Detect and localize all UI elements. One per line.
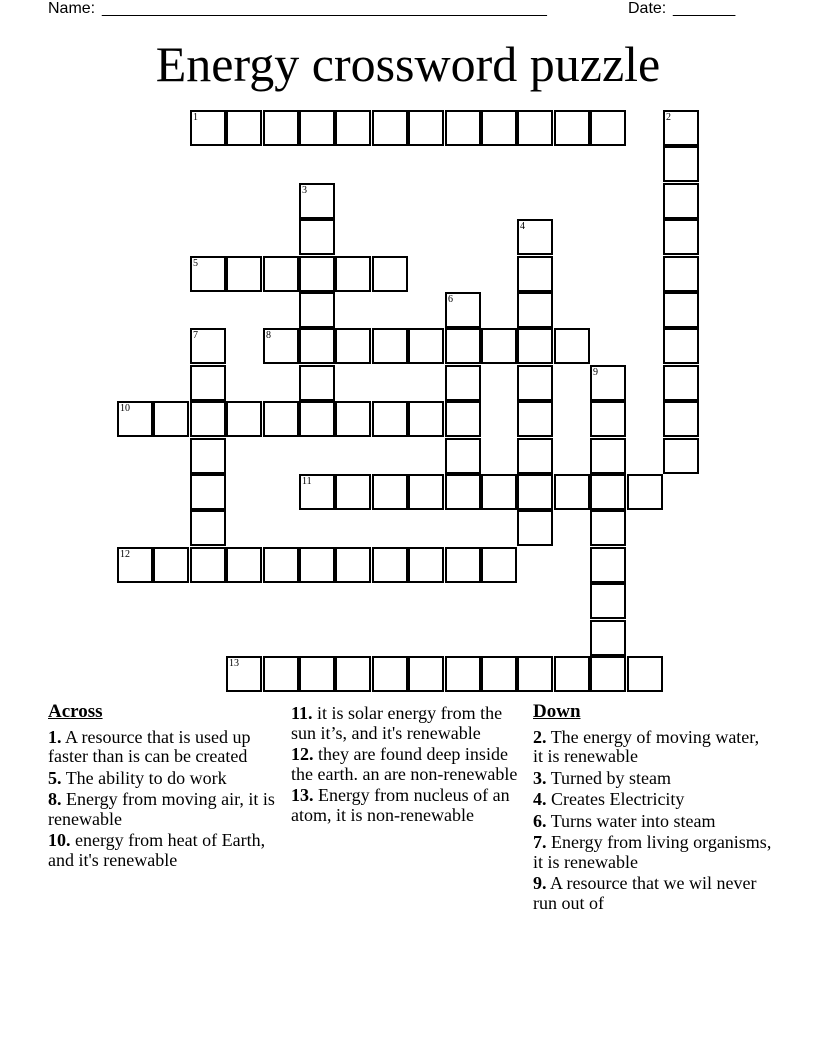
grid-cell[interactable] bbox=[517, 401, 553, 437]
grid-cell[interactable] bbox=[408, 656, 444, 692]
grid-cell[interactable] bbox=[663, 256, 699, 292]
grid-cell[interactable] bbox=[663, 146, 699, 182]
grid-cell[interactable] bbox=[299, 474, 335, 510]
grid-cell[interactable] bbox=[190, 256, 226, 292]
clue-down-3: 3. Turned by steam bbox=[533, 767, 672, 788]
grid-cell[interactable] bbox=[554, 328, 590, 364]
grid-cell[interactable] bbox=[408, 401, 444, 437]
grid-cell[interactable] bbox=[153, 401, 189, 437]
grid-cell[interactable] bbox=[335, 328, 371, 364]
grid-cell[interactable] bbox=[299, 365, 335, 401]
name-label: Name: bbox=[48, 0, 96, 17]
grid-cell[interactable] bbox=[590, 438, 626, 474]
grid-cell[interactable] bbox=[226, 547, 262, 583]
grid-cell[interactable] bbox=[226, 656, 262, 692]
clue-across-8: 8. Energy from moving air, it is renewable bbox=[48, 789, 275, 829]
grid-cell[interactable] bbox=[517, 510, 553, 546]
grid-cell[interactable] bbox=[263, 401, 299, 437]
grid-cell[interactable] bbox=[372, 656, 408, 692]
clue-across-10: 10. energy from heat of Earth, and it's renewable bbox=[48, 830, 266, 870]
grid-cell[interactable] bbox=[445, 438, 481, 474]
across-heading: Across bbox=[48, 701, 103, 722]
grid-cell[interactable] bbox=[408, 110, 444, 146]
grid-cell[interactable] bbox=[117, 547, 153, 583]
grid-cell[interactable] bbox=[299, 292, 335, 328]
grid-cell[interactable] bbox=[372, 547, 408, 583]
grid-cell[interactable] bbox=[517, 438, 553, 474]
across-clues-col-1 bbox=[48, 702, 280, 872]
grid-cell[interactable] bbox=[663, 365, 699, 401]
grid-cell[interactable] bbox=[445, 547, 481, 583]
clue-across-11: 11. it is solar energy from the sun it’s, and it's renewable bbox=[291, 703, 503, 743]
clue-number: 8 bbox=[266, 330, 271, 341]
grid-cell[interactable] bbox=[335, 474, 371, 510]
grid-cell[interactable] bbox=[335, 110, 371, 146]
grid-cell[interactable] bbox=[517, 474, 553, 510]
date-blank[interactable]: _______ bbox=[673, 0, 736, 17]
clue-number: 3 bbox=[302, 185, 307, 196]
grid-cell[interactable] bbox=[663, 401, 699, 437]
grid-cell[interactable] bbox=[517, 328, 553, 364]
clue-down-7: 7. Energy from living organisms, it is renewable bbox=[533, 832, 772, 872]
grid-cell[interactable] bbox=[226, 256, 262, 292]
grid-cell[interactable] bbox=[445, 328, 481, 364]
grid-cell[interactable] bbox=[445, 292, 481, 328]
grid-cell[interactable] bbox=[445, 365, 481, 401]
grid-cell[interactable] bbox=[190, 438, 226, 474]
grid-cell[interactable] bbox=[590, 510, 626, 546]
grid-cell[interactable] bbox=[299, 110, 335, 146]
grid-cell[interactable] bbox=[445, 656, 481, 692]
grid-cell[interactable] bbox=[372, 256, 408, 292]
clue-down-9: 9. A resource that we wil never run out of bbox=[533, 873, 757, 913]
grid-cell[interactable] bbox=[190, 547, 226, 583]
grid-cell[interactable] bbox=[627, 474, 663, 510]
grid-cell[interactable] bbox=[481, 474, 517, 510]
grid-cell[interactable] bbox=[226, 110, 262, 146]
grid-cell[interactable] bbox=[190, 474, 226, 510]
grid-cell[interactable] bbox=[554, 656, 590, 692]
grid-cell[interactable] bbox=[481, 110, 517, 146]
clue-down-2: 2. The energy of moving water, it is renewable bbox=[533, 726, 760, 766]
clue-number: 4 bbox=[520, 221, 525, 232]
grid-cell[interactable] bbox=[335, 256, 371, 292]
grid-cell[interactable] bbox=[517, 365, 553, 401]
grid-cell[interactable] bbox=[445, 474, 481, 510]
grid-cell[interactable] bbox=[372, 328, 408, 364]
grid-cell[interactable] bbox=[663, 438, 699, 474]
grid-cell[interactable] bbox=[226, 401, 262, 437]
grid-cell[interactable] bbox=[481, 547, 517, 583]
clue-number: 7 bbox=[193, 330, 198, 341]
grid-cell[interactable] bbox=[554, 110, 590, 146]
grid-cell[interactable] bbox=[372, 401, 408, 437]
clue-across-13: 13. Energy from nucleus of an atom, it is non-renewable bbox=[291, 785, 510, 825]
grid-cell[interactable] bbox=[517, 656, 553, 692]
grid-cell[interactable] bbox=[299, 256, 335, 292]
puzzle-title: Energy crossword puzzle bbox=[155, 36, 661, 92]
clue-down-4: 4. Creates Electricity bbox=[533, 789, 685, 809]
grid-cell[interactable] bbox=[590, 656, 626, 692]
clue-down-6: 6. Turns water into steam bbox=[533, 810, 716, 831]
grid-cell[interactable] bbox=[590, 620, 626, 656]
grid-cell[interactable] bbox=[299, 547, 335, 583]
down-heading: Down bbox=[533, 701, 581, 722]
name-blank[interactable]: __________________________________________________ bbox=[102, 0, 547, 17]
grid-cell[interactable] bbox=[517, 256, 553, 292]
grid-cell[interactable] bbox=[590, 583, 626, 619]
grid-cell[interactable] bbox=[408, 328, 444, 364]
grid-cell[interactable] bbox=[663, 219, 699, 255]
grid-cell[interactable] bbox=[263, 547, 299, 583]
clue-number: 2 bbox=[666, 112, 671, 123]
grid-cell[interactable] bbox=[517, 110, 553, 146]
grid-cell[interactable] bbox=[263, 256, 299, 292]
grid-cell[interactable] bbox=[153, 547, 189, 583]
grid-cell[interactable] bbox=[590, 474, 626, 510]
clue-number: 1 bbox=[193, 112, 198, 123]
clue-number: 6 bbox=[448, 294, 453, 305]
grid-cell[interactable] bbox=[590, 401, 626, 437]
grid-cell[interactable] bbox=[335, 401, 371, 437]
grid-cell[interactable] bbox=[299, 401, 335, 437]
clue-number: 12 bbox=[120, 549, 130, 560]
across-clues-col-2 bbox=[291, 704, 519, 827]
grid-cell[interactable] bbox=[299, 656, 335, 692]
clue-across-5: 5. The ability to do work bbox=[48, 767, 227, 788]
grid-cell[interactable] bbox=[372, 110, 408, 146]
clue-number: 10 bbox=[120, 403, 130, 414]
grid-cell[interactable] bbox=[190, 365, 226, 401]
clue-across-1: 1. A resource that is used up faster than is can be created bbox=[48, 726, 251, 766]
grid-cell[interactable] bbox=[663, 183, 699, 219]
grid-cell[interactable] bbox=[663, 110, 699, 146]
grid-cell[interactable] bbox=[445, 401, 481, 437]
grid-cell[interactable] bbox=[481, 328, 517, 364]
grid-cell[interactable] bbox=[408, 474, 444, 510]
grid-cell[interactable] bbox=[299, 183, 335, 219]
grid-cell[interactable] bbox=[517, 292, 553, 328]
grid-cell[interactable] bbox=[663, 292, 699, 328]
grid-cell[interactable] bbox=[190, 510, 226, 546]
grid-cell[interactable] bbox=[263, 328, 299, 364]
grid-cell[interactable] bbox=[190, 328, 226, 364]
down-clues-col bbox=[533, 702, 773, 915]
grid-cell[interactable] bbox=[299, 219, 335, 255]
clue-number: 5 bbox=[193, 258, 198, 269]
grid-cell[interactable] bbox=[372, 474, 408, 510]
grid-cell[interactable] bbox=[517, 219, 553, 255]
grid-cell[interactable] bbox=[590, 547, 626, 583]
grid-cell[interactable] bbox=[590, 365, 626, 401]
grid-cell[interactable] bbox=[190, 110, 226, 146]
clue-number: 9 bbox=[593, 367, 598, 378]
grid-cell[interactable] bbox=[335, 547, 371, 583]
grid-cell[interactable] bbox=[481, 656, 517, 692]
clue-across-12: 12. they are found deep inside the earth. an are non-renewable bbox=[291, 744, 518, 784]
grid-cell[interactable] bbox=[263, 656, 299, 692]
grid-cell[interactable] bbox=[190, 401, 226, 437]
grid-cell[interactable] bbox=[335, 656, 371, 692]
grid-cell[interactable] bbox=[663, 328, 699, 364]
clue-number: 11 bbox=[302, 476, 312, 487]
clue-number: 13 bbox=[229, 658, 239, 669]
grid-cell[interactable] bbox=[263, 110, 299, 146]
grid-cell[interactable] bbox=[445, 110, 481, 146]
grid-cell[interactable] bbox=[627, 656, 663, 692]
grid-cell[interactable] bbox=[554, 474, 590, 510]
grid-cell[interactable] bbox=[117, 401, 153, 437]
grid-cell[interactable] bbox=[590, 110, 626, 146]
grid-cell[interactable] bbox=[408, 547, 444, 583]
date-label: Date: bbox=[628, 0, 667, 17]
grid-cell[interactable] bbox=[299, 328, 335, 364]
